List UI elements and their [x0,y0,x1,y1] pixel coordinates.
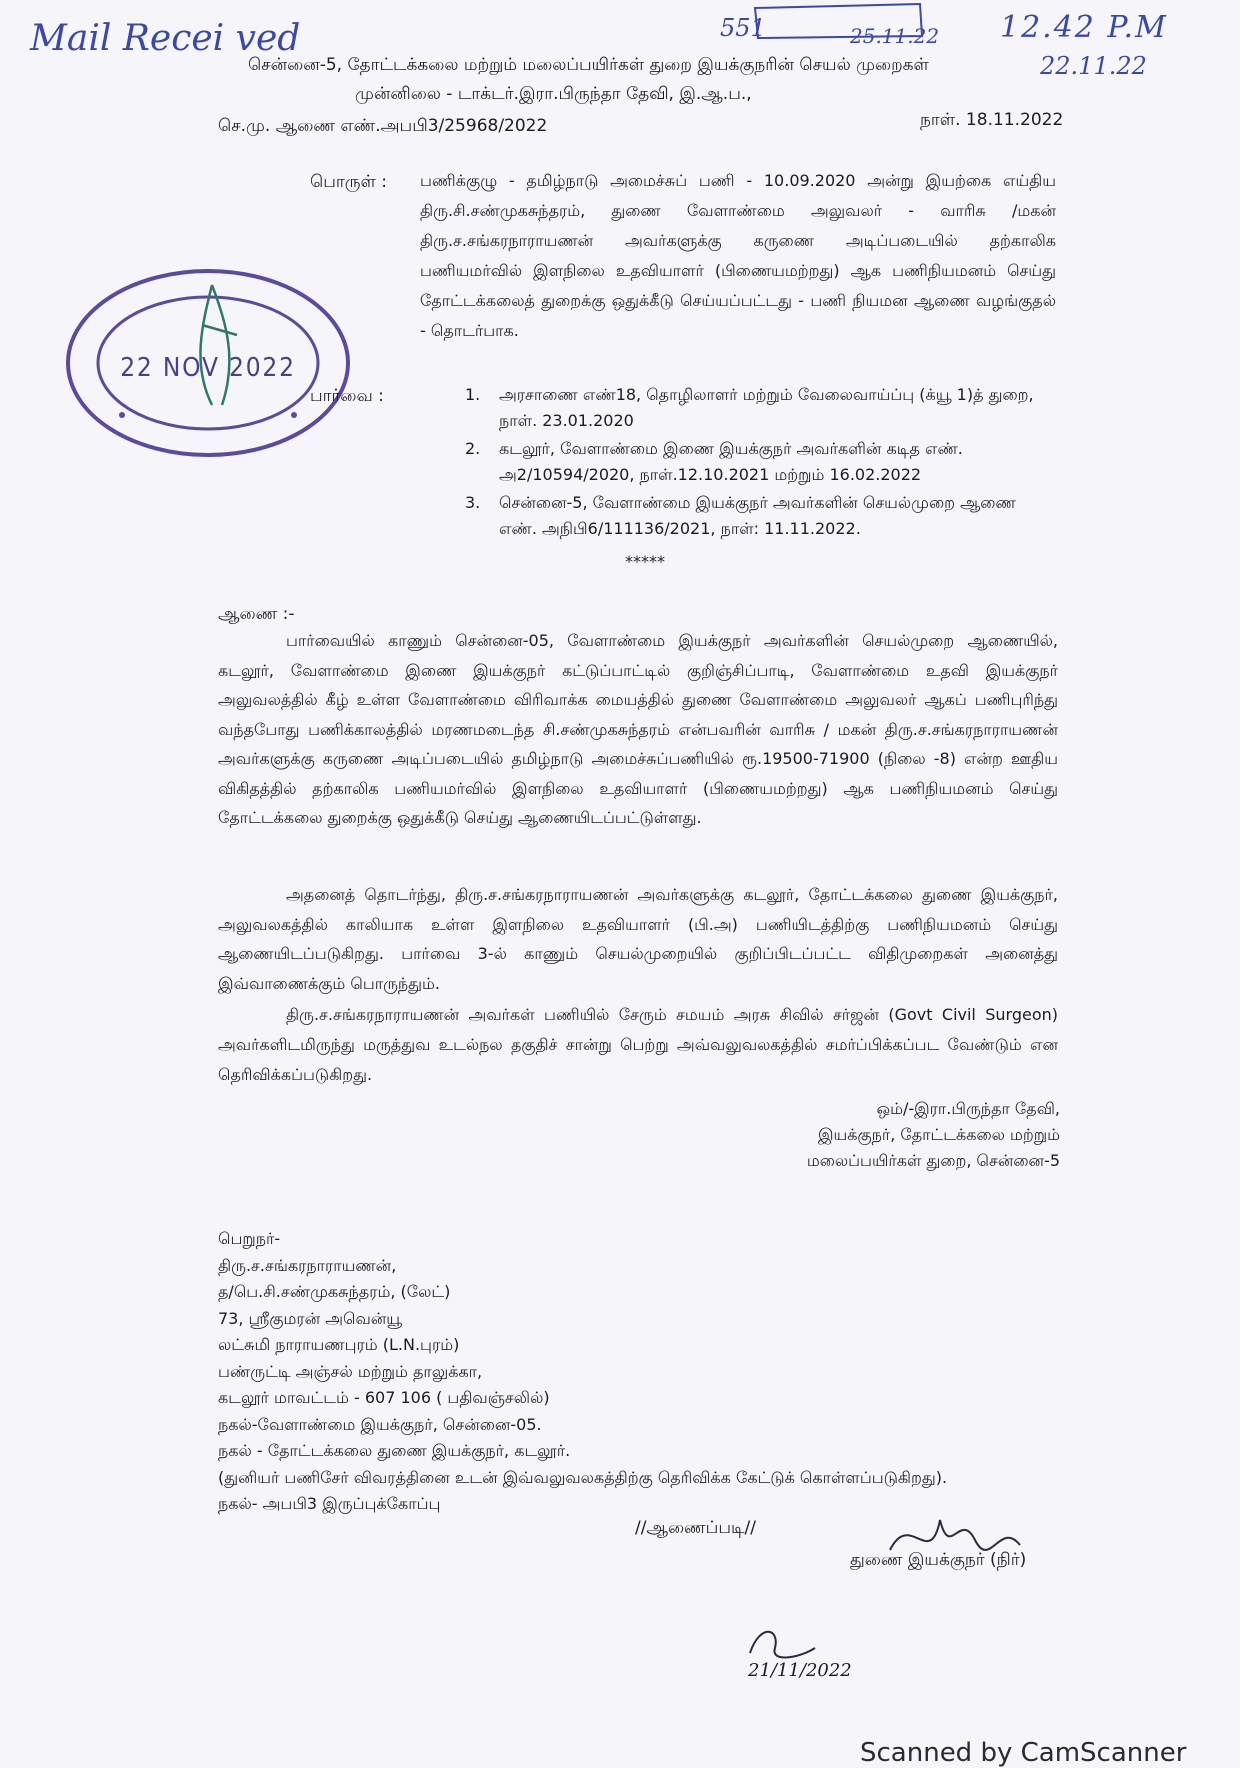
subject-label: பொருள் : [310,172,387,192]
office-stamp [62,265,354,461]
order-heading: ஆணை :- [218,604,295,624]
order-paragraph-1: பார்வையில் காணும் சென்னை-05, வேளாண்மை இயக்குநர் அவர்களின் செயல்முறை ஆணையில், கடலூர், வேளாண்மை இணை இயக்குநர் கட்டுப்பாட்டில் குறிஞ்சிப்பாடி, வேளாண்மை உதவி இயக்குநர் அலுவலத்தில் கீழ் உள்ள வேளாண்மை விரிவாக்க மையத்தில் துணை வேளாண்மை அலுவலர் ஆகப் பணிபுரிந்து வந்தபோது பணிக்காலத்தில் மரணமடைந்த சி.சண்முகசுந்தரம் என்பவரின் வாரிசு / மகன் திரு.ச.சங்கரநாராயணன் அவர்களுக்கு கருணை அடிப்படையில் தமிழ்நாடு அமைச்சுப்பணியில் ரூ.19500-71900 (நிலை -8) என்ற ஊதிய விகிதத்தில் தற்காலிக பணியமர்வில் இளநிலை உதவியாளர் (பிணையமற்றது) ஆக பணிநியமனம் செய்து தோட்டக்கலை துறைக்கு ஒதுக்கீடு செய்து ஆணையிடப்பட்டுள்ளது. [218,631,1059,827]
signature-block [660,1096,1060,1174]
presence-line: முன்னிலை - டாக்டர்.இரா.பிருந்தா தேவி, இ.ஆ.ப., [355,84,752,104]
reference-item: 2. கடலூர், வேளாண்மை இணை இயக்குநர் அவர்களின் கடித எண். அ2/10594/2020, நாள்.12.10.2021 மற்றும் 16.02.2022 [465,439,963,484]
references-label: பார்வை : [310,386,384,406]
order-paragraph-3: திரு.ச.சங்கரநாராயணன் அவர்கள் பணியில் சேரும் சமயம் அரசு சிவில் சர்ஜன் (Govt Civil Surgeon) அவர்களிடமிருந்து மருத்துவ உடல்நல தகுதிச் சான்று பெற்று அவ்வலுவலகத்தில் சமர்ப்பிக்கப்பட வேண்டும் என தெரிவிக்கப்படுகிறது. [218,1005,1058,1084]
order-date: நாள். 18.11.2022 [920,110,1064,130]
separator-stars: ***** [625,552,665,571]
recipient-line: த/பெ.சி.சண்முகசுந்தரம், (லேட்) [218,1282,451,1301]
scanner-footer: Scanned by CamScanner [860,1738,1187,1768]
office-heading: சென்னை-5, தோட்டக்கலை மற்றும் மலைப்பயிர்கள் துறை இயக்குநரின் செயல் முறைகள் [248,55,929,75]
signature-line: ஒம்/-இரா.பிருந்தா தேவி, [876,1099,1060,1118]
signature-line: மலைப்பயிர்கள் துறை, சென்னை-5 [806,1151,1060,1170]
recipient-line: பெறுநர்- [218,1229,281,1248]
recipient-block [218,1226,1098,1518]
true-copy-mark: //ஆணைப்படி// [635,1518,756,1538]
copy-line: (துனியர் பணிசேர் விவரத்தினை உடன் இவ்வலுவலகத்திற்கு தெரிவிக்க கேட்டுக் கொள்ளப்படுகிறது). [218,1467,948,1487]
inward-box-scribble [750,0,930,40]
copy-line: நகல்- அபபி3 இருப்புக்கோப்பு [218,1494,441,1513]
stamp-date: 22 NOV 2022 [120,353,296,383]
reference-item: 1. அரசாணை எண்18, தொழிலாளர் மற்றும் வேலைவாய்ப்பு (க்யூ 1)த் துறை, நாள். 23.01.2020 [465,385,1034,430]
mail-received-note: Mail Recei ved [30,18,301,59]
inward-number: 551 [720,14,766,42]
initial-date: 21/11/2022 [748,1660,852,1681]
signature-line: இயக்குநர், தோட்டக்கலை மற்றும் [817,1125,1060,1144]
handwritten-date: 22.11.22 [1040,52,1147,80]
deputy-director-sign: துணை இயக்குநர் (நிர்) [850,1550,1027,1570]
recipient-line: பண்ருட்டி அஞ்சல் மற்றும் தாலுக்கா, [218,1361,483,1381]
recipient-line: திரு.ச.சங்கரநாராயணன், [218,1255,397,1275]
recipient-line: 73, ஸ்ரீகுமரன் அவென்யூ [218,1308,403,1328]
order-number: செ.மு. ஆணை எண்.அபபி3/25968/2022 [218,116,548,136]
recipient-line: லட்சுமி நாராயணபுரம் (L.N.புரம்) [218,1335,460,1354]
copy-line: நகல்-வேளாண்மை இயக்குநர், சென்னை-05. [218,1414,542,1434]
subject-text: பணிக்குழு - தமிழ்நாடு அமைச்சுப் பணி - 10.09.2020 அன்று இயற்கை எய்திய திரு.சி.சண்முகசுந்தரம், துணை வேளாண்மை அலுவலர் - வாரிசு /மகன் திரு.ச.சங்கரநாராயணன் அவர்களுக்கு கருணை அடிப்படையில் தற்காலிக பணியமர்வில் இளநிலை உதவியாளர் (பிணையமற்றது) ஆக பணிநியமனம் செய்து தோட்டக்கலைத் துறைக்கு ஒதுக்கீடு செய்யப்பட்டது - பணி நியமன ஆணை வழங்குதல் - தொடர்பாக. [420,171,1056,340]
recipient-line: கடலூர் மாவட்டம் - 607 106 ( பதிவஞ்சலில்) [218,1388,550,1407]
references-list [465,382,1057,544]
copy-line: நகல் - தோட்டக்கலை துணை இயக்குநர், கடலூர். [218,1441,571,1460]
order-paragraph-2: அதனைத் தொடர்ந்து, திரு.ச.சங்கரநாராயணன் அவர்களுக்கு கடலூர், தோட்டக்கலை துணை இயக்குநர், அலுவலகத்தில் காலியாக உள்ள இளநிலை உதவியாளர் (பி.அ) பணியிடத்திற்கு பணிநியமனம் செய்து ஆணையிடப்படுகிறது. பார்வை 3-ல் காணும் செயல்முறையில் குறிப்பிடப்பட்ட விதிமுறைகள் அனைத்து இவ்வாணைக்கும் பொருந்தும். [218,885,1058,993]
reference-item: 3. சென்னை-5, வேளாண்மை இயக்குநர் அவர்களின் செயல்முறை ஆணை எண். அநிபி6/111136/2021, நாள்: 11.11.2022. [465,493,1016,538]
inward-date: 25.11.22 [850,24,940,48]
received-time: 12.42 P.M [1000,10,1168,45]
